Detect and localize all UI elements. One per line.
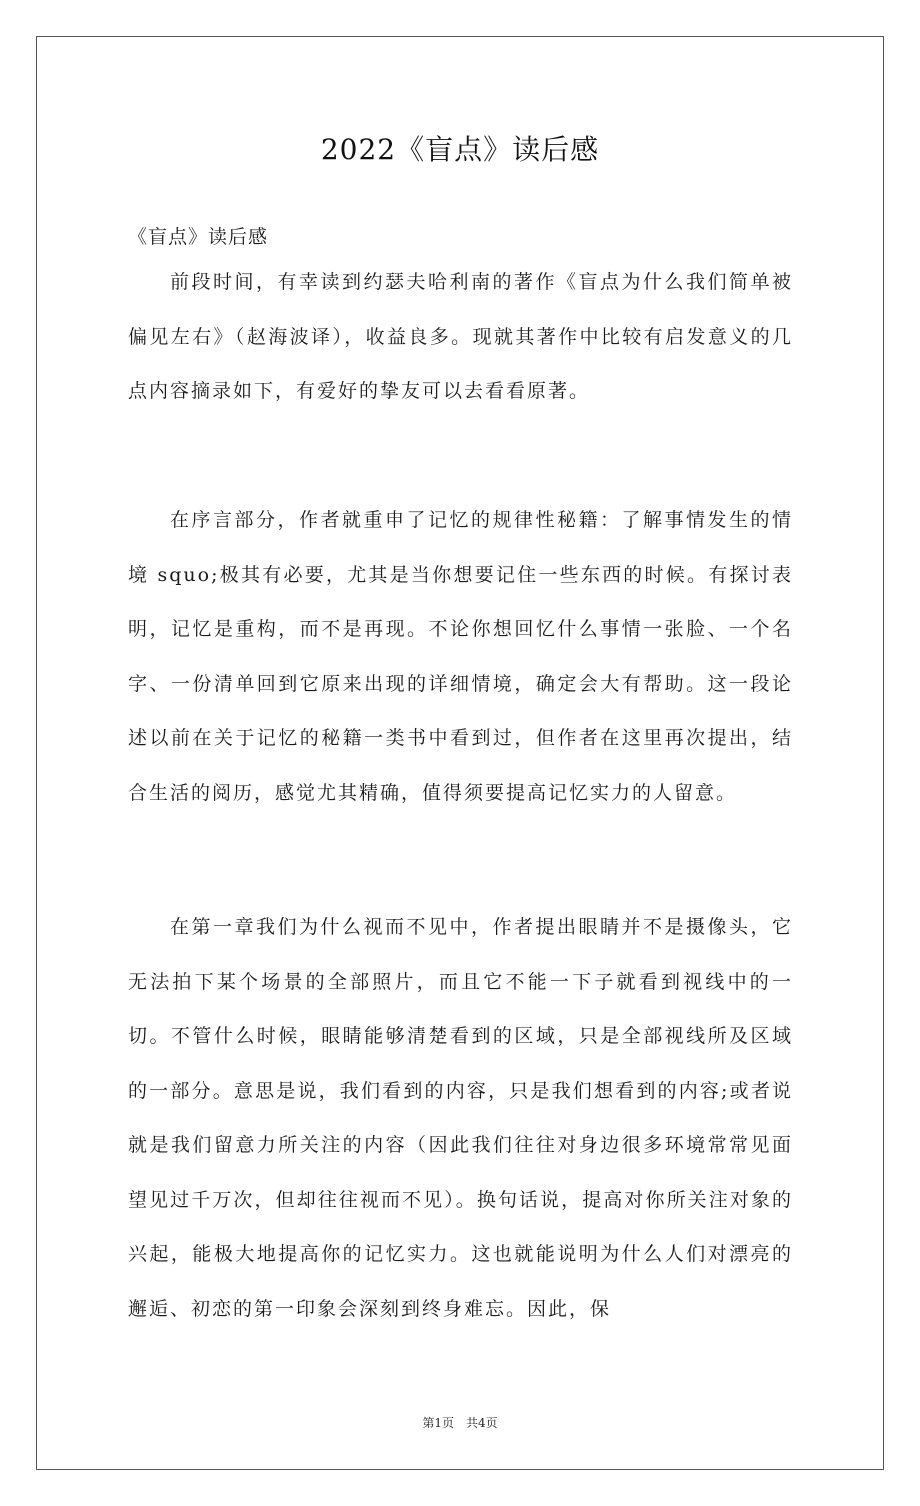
paragraph-chapter-one: 在第一章我们为什么视而不见中，作者提出眼睛并不是摄像头，它无法拍下某个场景的全部照片，而且它不能一下子就看到视线中的一切。不管什么时候，眼睛能够清楚看到的区域，只是全部视线所及区域的一部分。意思是说，我们看到的内容，只是我们想看到的内容;或者说就是我们留意力所关注的内容（因此我们往往对身边很多环境常常见面望见过千万次，但却往往视而不见）。换句话说，提高对你所关注对象的兴起，能极大地提高你的记忆实力。这也就能说明为什么人们对漂亮的邂逅、初恋的第一印象会深刻到终身难忘。因此，保 <box>128 916 793 1320</box>
paragraph-intro: 前段时间，有幸读到约瑟夫哈利南的著作《盲点为什么我们简单被偏见左右》（赵海波译），收益良多。现就其著作中比较有启发意义的几点内容摘录如下，有爱好的挚友可以去看看原著。 <box>128 271 793 402</box>
document-title: 2022《盲点》读后感 <box>320 133 600 166</box>
page-number-footer: 第1页 共4页 <box>422 1416 498 1430</box>
paragraph-preface: 在序言部分，作者就重申了记忆的规律性秘籍：了解事情发生的情境 squo;极其有必要，尤其是当你想要记住一些东西的时候。有探讨表明，记忆是重构，而不是再现。不论你想回忆什么事情一张脸、一个名字、一份清单回到它原来出现的详细情境，确定会大有帮助。这一段论述以前在关于记忆的秘籍一类书中看到过，但作者在这里再次提出，结合生活的阅历，感觉尤其精确，值得须要提高记忆实力的人留意。 <box>128 509 793 804</box>
document-subtitle: 《盲点》读后感 <box>128 226 269 248</box>
